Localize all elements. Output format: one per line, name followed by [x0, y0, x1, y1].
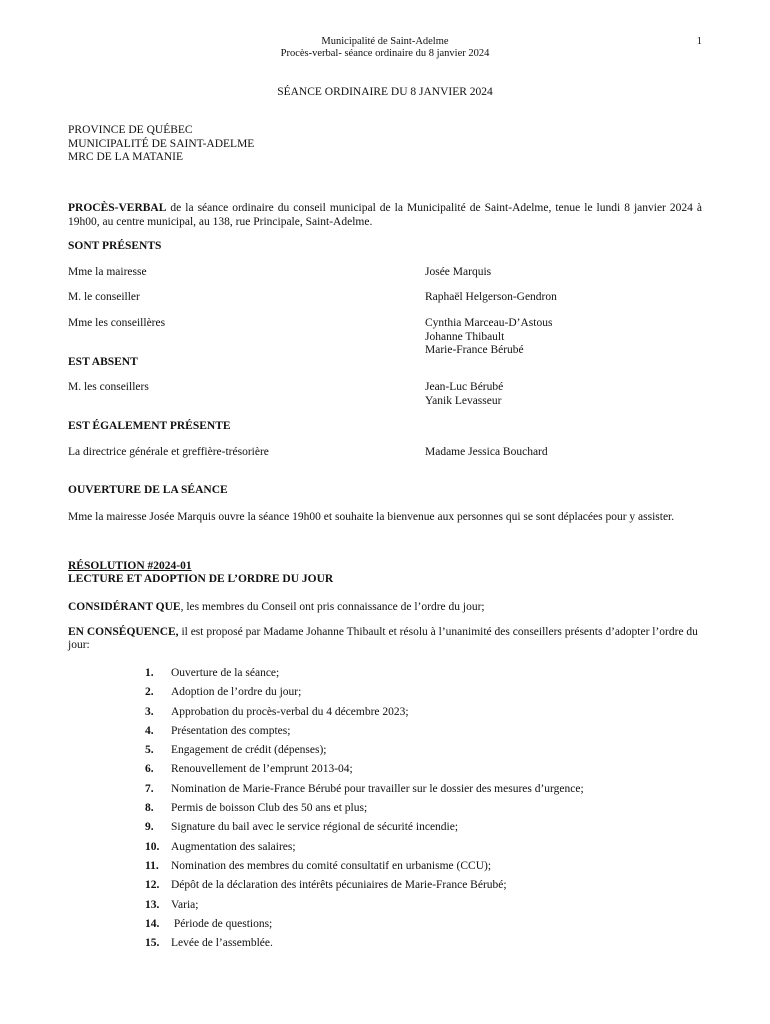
agenda-item: 4. Présentation des comptes;	[145, 724, 291, 737]
resolution-title: LECTURE ET ADOPTION DE L’ORDRE DU JOUR	[68, 573, 334, 585]
document-title: SÉANCE ORDINAIRE DU 8 JANVIER 2024	[277, 86, 493, 98]
intro-bold: PROCÈS-VERBAL	[68, 202, 167, 214]
agenda-item: 11. Nomination des membres du comité consultatif en urbanisme (CCU);	[145, 859, 492, 872]
consequence-paragraph	[68, 626, 702, 652]
location-province: PROVINCE DE QUÉBEC	[68, 124, 193, 136]
presents-label-conseiller: M. le conseiller	[68, 291, 140, 303]
intro-paragraph	[68, 201, 702, 229]
header-municipality: Municipalité de Saint-Adelme	[321, 36, 449, 47]
agenda-item: 10. Augmentation des salaires;	[145, 840, 296, 853]
presents-name-mairesse: Josée Marquis	[425, 266, 492, 278]
location-block	[68, 124, 254, 165]
absent-heading: EST ABSENT	[68, 356, 138, 368]
presents-name-conseiller: Raphaël Helgerson-Gendron	[425, 291, 557, 303]
location-mrc: MRC DE LA MATANIE	[68, 151, 184, 163]
absent-name: Jean-Luc Bérubé	[425, 381, 504, 393]
also-present-name: Madame Jessica Bouchard	[425, 446, 548, 458]
consequence-text: il est proposé par Madame Johanne Thibault et résolu à l’unanimité des conseillers présents d’adopter l’ordre du jour:	[68, 626, 698, 651]
agenda-item: 2. Adoption de l’ordre du jour;	[145, 686, 302, 699]
absent-label: M. les conseillers	[68, 381, 149, 393]
absent-name: Yanik Levasseur	[425, 394, 502, 407]
consequence-bold: EN CONSÉQUENCE,	[68, 626, 179, 638]
resolution-number: RÉSOLUTION #2024-01	[68, 560, 192, 572]
agenda-item: 12. Dépôt de la déclaration des intérêts pécuniaires de Marie-France Bérubé;	[145, 879, 507, 892]
agenda-item: 8. Permis de boisson Club des 50 ans et plus;	[145, 802, 368, 815]
agenda-item: 6. Renouvellement de l’emprunt 2013-04;	[145, 763, 353, 776]
agenda-list	[145, 664, 584, 953]
conseillere-name: Marie-France Bérubé	[425, 344, 524, 356]
intro-text: de la séance ordinaire du conseil municipal de la Municipalité de Saint-Adelme, tenue le lundi 8 janvier 2024 à 19h00, au centre municipal, au 138, rue Principale, Saint-Adelme.	[68, 202, 702, 228]
page-number: 1	[696, 36, 702, 47]
conseillere-name: Johanne Thibault	[425, 330, 505, 343]
agenda-item: 15. Levée de l’assemblée.	[145, 937, 273, 950]
header-subtitle: Procès-verbal- séance ordinaire du 8 janvier 2024	[280, 48, 490, 59]
presents-names-conseilleres	[425, 317, 552, 358]
conseillere-name: Cynthia Marceau-D’Astous	[425, 317, 553, 329]
considerant-paragraph	[68, 600, 702, 614]
agenda-item: 1. Ouverture de la séance;	[145, 667, 280, 679]
presents-label-mairesse: Mme la mairesse	[68, 266, 147, 278]
presents-heading: SONT PRÉSENTS	[68, 240, 162, 252]
agenda-item: 5. Engagement de crédit (dépenses);	[145, 744, 327, 757]
opening-heading: OUVERTURE DE LA SÉANCE	[68, 484, 228, 496]
agenda-item: 14. Période de questions;	[145, 917, 273, 930]
agenda-item: 13. Varia;	[145, 898, 199, 911]
considerant-text: , les membres du Conseil ont pris connaissance de l’ordre du jour;	[180, 601, 485, 613]
considerant-bold: CONSIDÉRANT QUE	[68, 601, 181, 613]
absent-names	[425, 381, 503, 408]
also-present-heading: EST ÉGALEMENT PRÉSENTE	[68, 420, 231, 432]
opening-text: Mme la mairesse Josée Marquis ouvre la séance 19h00 et souhaite la bienvenue aux personnes qui se sont déplacées pour y assister.	[68, 511, 675, 523]
location-municipality: MUNICIPALITÉ DE SAINT-ADELME	[68, 137, 255, 150]
agenda-item: 9. Signature du bail avec le service régional de sécurité incendie;	[145, 821, 459, 834]
also-present-label: La directrice générale et greffière-trésorière	[68, 446, 269, 458]
agenda-item: 3. Approbation du procès-verbal du 4 décembre 2023;	[145, 705, 409, 718]
presents-label-conseilleres: Mme les conseillères	[68, 317, 166, 329]
agenda-item: 7. Nomination de Marie-France Bérubé pour travailler sur le dossier des mesures d’urgence;	[145, 782, 584, 795]
